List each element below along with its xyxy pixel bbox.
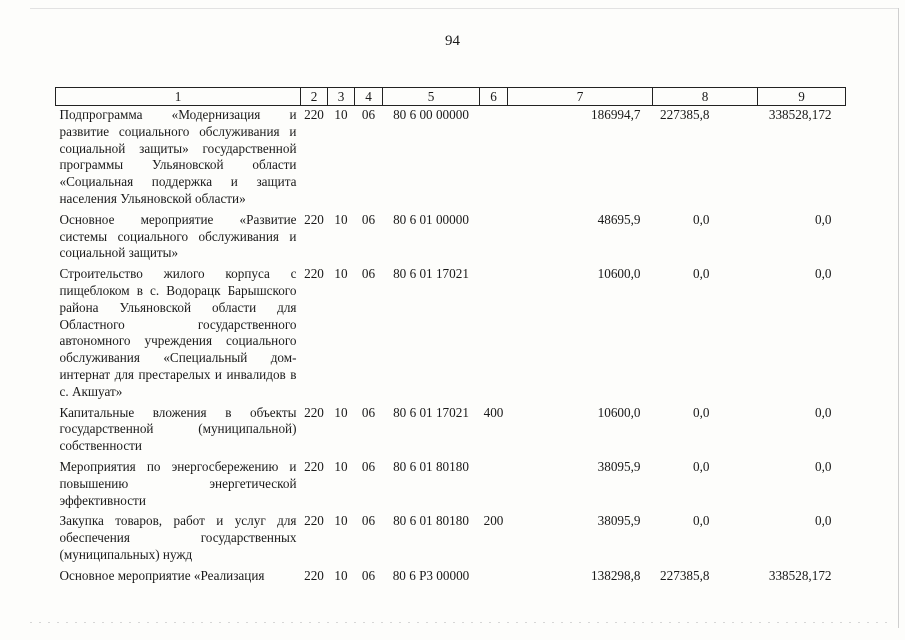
- row-amount-2: 0,0: [693, 513, 710, 529]
- row-amount-2: 0,0: [693, 458, 710, 474]
- row-subsection-code: 06: [361, 107, 376, 122]
- row-amount-2: 0,0: [693, 211, 710, 227]
- column-header-2: 2: [301, 88, 328, 106]
- row-expense-type: [480, 211, 508, 265]
- page-number: 94: [445, 33, 460, 49]
- row-target-code: 80 6 Р3 00000: [392, 567, 470, 583]
- row-section-code: 10: [334, 404, 348, 420]
- row-ministry-code: 220: [304, 567, 324, 583]
- row-expense-type: [480, 106, 508, 211]
- row-expense-type: [480, 458, 508, 512]
- row-amount-3: 0,0: [815, 458, 832, 474]
- table-row: [56, 567, 846, 588]
- row-subsection-code: 06: [361, 211, 376, 227]
- row-target-code: 80 6 01 80180: [393, 458, 469, 474]
- row-ministry-code: 220: [304, 107, 324, 122]
- row-amount-3: 0,0: [815, 266, 832, 282]
- row-section-code: 10: [334, 458, 348, 474]
- row-expense-type: [480, 265, 508, 403]
- row-amount-2: 227385,8: [660, 107, 710, 122]
- column-header-8: 8: [653, 88, 758, 106]
- row-amount-1: 186994,7: [591, 107, 641, 122]
- table-row: [56, 265, 846, 403]
- row-target-code: 80 6 01 80180: [393, 513, 469, 529]
- column-header-9: 9: [758, 88, 846, 106]
- row-name: Капитальные вложения в объекты государственной (муниципальной) собственности: [59, 404, 297, 454]
- row-subsection-code: 06: [361, 266, 376, 282]
- column-header-6: 6: [480, 88, 508, 106]
- row-amount-1: 10600,0: [597, 266, 641, 282]
- row-ministry-code: 220: [304, 513, 324, 529]
- row-name: Строительство жилого корпуса с пищеблоком в с. Водорацк Барышского района Ульяновской области для Областного государственного автономного учреждения социального обслуживания «Специальный дом-интернат для престарелых и инвалидов в с. Акшуат»: [59, 266, 297, 399]
- row-amount-1: 38095,9: [597, 458, 641, 474]
- row-section-code: 10: [334, 107, 348, 122]
- table-row: [56, 211, 846, 265]
- row-name: Мероприятия по энергосбережению и повышению энергетической эффективности: [59, 458, 297, 508]
- row-amount-3: 0,0: [815, 404, 832, 420]
- row-section-code: 10: [334, 211, 348, 227]
- table-header-row: [56, 88, 846, 106]
- row-name: Основное мероприятие «Развитие системы социального обслуживания и социальной защиты»: [59, 211, 297, 261]
- row-amount-1: 138298,8: [591, 567, 641, 583]
- row-target-code: 80 6 00 00000: [393, 107, 469, 122]
- row-amount-2: 0,0: [693, 266, 710, 282]
- row-ministry-code: 220: [304, 266, 324, 282]
- row-amount-3: 0,0: [815, 211, 832, 227]
- row-subsection-code: 06: [361, 513, 376, 529]
- budget-table: [55, 87, 846, 588]
- row-name: Основное мероприятие «Реализация: [59, 567, 265, 583]
- page-edge-right: [898, 8, 899, 628]
- row-subsection-code: 06: [361, 458, 376, 474]
- column-header-1: 1: [56, 88, 301, 106]
- row-ministry-code: 220: [304, 458, 324, 474]
- row-target-code: 80 6 01 00000: [393, 211, 469, 227]
- row-subsection-code: 06: [361, 404, 376, 420]
- row-amount-1: 48695,9: [597, 211, 641, 227]
- column-header-4: 4: [355, 88, 383, 106]
- row-amount-3: 338528,172: [768, 107, 832, 122]
- row-section-code: 10: [334, 567, 348, 583]
- table-row: [56, 512, 846, 566]
- row-amount-2: 0,0: [693, 404, 710, 420]
- row-ministry-code: 220: [304, 211, 324, 227]
- page-edge-top: [30, 8, 899, 9]
- column-header-3: 3: [328, 88, 355, 106]
- column-header-7: 7: [508, 88, 653, 106]
- row-name: Подпрограмма «Модернизация и развитие социального обслуживания и социальной защиты» государственной программы Ульяновской области «Социальная поддержка и защита населения Ульяновской области»: [59, 107, 297, 206]
- table-row: [56, 458, 846, 512]
- row-amount-3: 0,0: [815, 513, 832, 529]
- row-name: Закупка товаров, работ и услуг для обеспечения государственных (муниципальных) нужд: [59, 513, 297, 562]
- row-target-code: 80 6 01 17021: [393, 404, 469, 420]
- column-header-5: 5: [383, 88, 480, 106]
- row-section-code: 10: [334, 266, 348, 282]
- row-ministry-code: 220: [304, 404, 324, 420]
- row-amount-1: 10600,0: [597, 404, 641, 420]
- row-expense-type: 200: [483, 513, 504, 529]
- table-row: [56, 404, 846, 458]
- row-target-code: 80 6 01 17021: [393, 266, 469, 282]
- row-amount-1: 38095,9: [597, 513, 641, 529]
- row-amount-3: 338528,172: [768, 567, 832, 583]
- row-expense-type: [480, 567, 508, 588]
- row-subsection-code: 06: [361, 567, 376, 583]
- row-amount-2: 227385,8: [660, 567, 710, 583]
- row-section-code: 10: [334, 513, 348, 529]
- row-expense-type: 400: [483, 404, 504, 420]
- scan-noise-line: [30, 622, 890, 623]
- table-row: [56, 106, 846, 211]
